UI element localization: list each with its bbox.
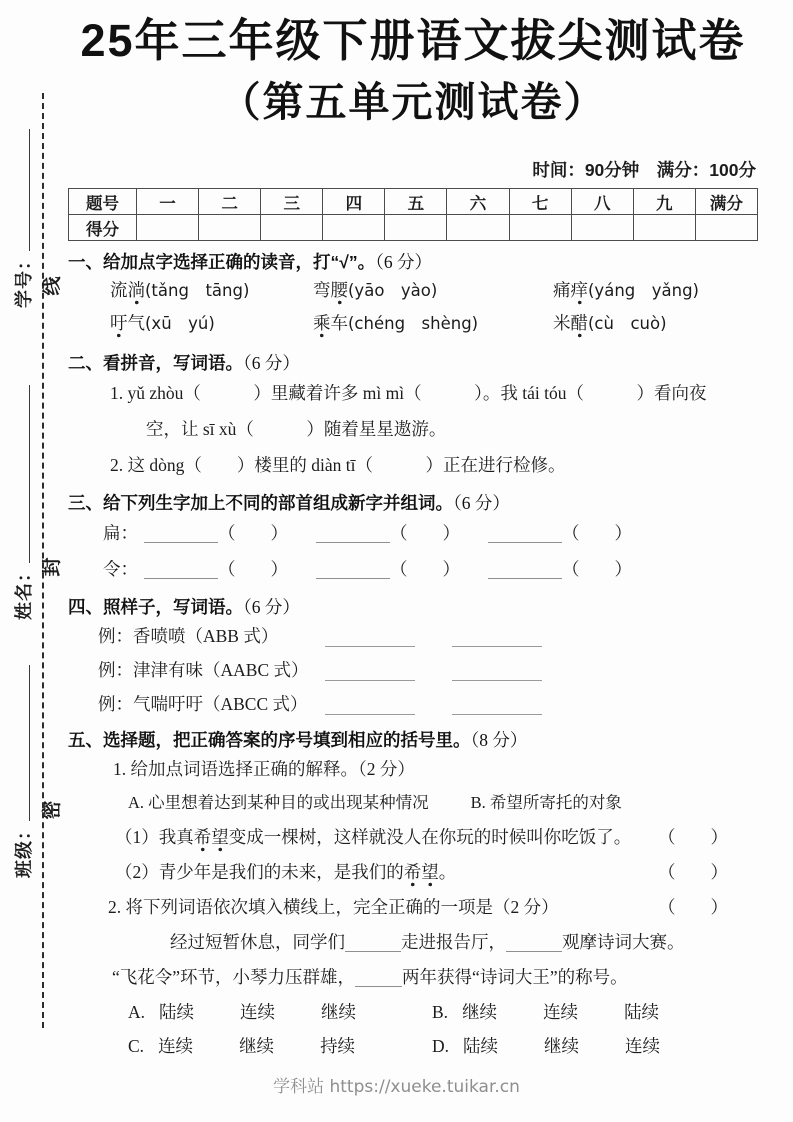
score-table-score-row	[69, 215, 758, 241]
pinyin-options: (tǎng tāng)	[145, 281, 250, 300]
q4-example-label: 例：气喘吁吁（ABCC 式）	[98, 694, 308, 714]
score-table-header-cell: 八	[571, 189, 633, 215]
q5-sub2-option-row-1	[128, 995, 758, 1029]
student-id-field	[10, 108, 36, 308]
student-id-blank	[16, 129, 30, 251]
answer-blank	[325, 646, 415, 647]
pinyin-options: (yāo yào)	[348, 281, 438, 300]
q3-answer-unit	[316, 523, 460, 543]
score-table-header-cell: 三	[261, 189, 323, 215]
score-cell-empty	[571, 215, 633, 241]
q5-sub1-item-1: （1）我真希望变成一棵树，这样就没人在你玩的时候叫你吃饭了。 （ ）	[115, 820, 758, 855]
question-2-score: （6 分）	[243, 353, 300, 373]
student-class-field	[10, 645, 36, 878]
q1-word-item: 痛痒(yáng yǎng)	[553, 274, 758, 307]
answer-blank	[144, 559, 218, 579]
q1-word-item: 流淌(tǎng tāng)	[110, 274, 313, 307]
score-row-label: 得分	[69, 215, 137, 241]
q3-answer-unit	[144, 523, 288, 543]
score-cell-empty	[509, 215, 571, 241]
answer-blank	[452, 646, 542, 647]
q3-item-row-2	[103, 551, 758, 587]
q3-answer-unit	[144, 559, 288, 579]
q3-answer-unit	[488, 559, 632, 579]
question-5-heading: 五、选择题，把正确答案的序号填到相应的括号里。（8 分）	[68, 730, 528, 750]
exam-content	[68, 0, 758, 1063]
dotted-word: 希望	[404, 862, 439, 887]
answer-bracket: （ ）	[218, 523, 288, 543]
answer-blank	[325, 680, 415, 681]
score-table-header-cell: 四	[323, 189, 385, 215]
answer-bracket: （ ）	[562, 523, 632, 543]
question-4-heading: 四、照样子，写词语。（6 分）	[68, 597, 300, 617]
q5-sub2-passage-2: “飞花令”环节，小琴力压群雄， 两年获得“诗词大王”的称号。	[112, 967, 628, 987]
answer-blank	[355, 967, 402, 987]
score-table-header-cell: 五	[385, 189, 447, 215]
score-cell-empty	[137, 215, 199, 241]
answer-blank	[345, 932, 401, 952]
dotted-char: 醋	[571, 313, 589, 338]
question-1-score: （6 分）	[375, 252, 432, 272]
q3-answer-unit	[488, 523, 632, 543]
dotted-char: 乘	[313, 313, 331, 338]
option-a: A. 陆续 连续 继续	[128, 1002, 357, 1022]
q4-example-row	[68, 653, 758, 687]
seal-char-xian: 线	[42, 276, 63, 296]
student-class-blank	[16, 665, 30, 821]
dotted-word: 希望	[194, 827, 229, 852]
pinyin-options: (chéng shèng)	[348, 314, 479, 333]
score-table-header-cell: 满分	[695, 189, 757, 215]
exam-title: 25年三年级下册语文拔尖测试卷	[80, 15, 746, 66]
score-table-header-cell: 六	[447, 189, 509, 215]
q5-sub2-heading: 2. 将下列词语依次填入横线上，完全正确的一项是（2 分） （ ）	[108, 890, 758, 924]
q5-sub1-choice-b: B. 希望所寄托的对象	[470, 793, 622, 812]
score-cell-empty	[261, 215, 323, 241]
score-cell-empty	[695, 215, 757, 241]
q4-example-row	[68, 687, 758, 721]
score-cell-empty	[633, 215, 695, 241]
answer-blank	[506, 932, 562, 952]
q5-sub2-option-row-2	[128, 1029, 758, 1063]
q2-line-3: 2. 这 dòng（ ）楼里的 diàn tī（ ）正在进行检修。	[110, 455, 566, 475]
answer-blank	[325, 714, 415, 715]
q4-example-label: 例：津津有味（AABC 式）	[98, 660, 309, 680]
score-table-header-cell: 一	[137, 189, 199, 215]
score-cell-empty	[385, 215, 447, 241]
student-name-label: 姓名：	[14, 563, 34, 620]
q3-answer-unit	[316, 559, 460, 579]
q5-sub2-passage-1: 经过短暂休息，同学们 走进报告厅， 观摩诗词大赛。	[170, 932, 685, 952]
score-table-header-row	[69, 189, 758, 215]
site-watermark: 学科站 https://xueke.tuikar.cn	[273, 1077, 520, 1097]
answer-bracket: （ ）	[562, 559, 632, 579]
question-4-score: （6 分）	[243, 597, 300, 617]
q5-sub1-choices	[128, 786, 758, 820]
pinyin-options: (cù cuò)	[588, 314, 667, 333]
q3-item-row-1	[103, 515, 758, 551]
dotted-char: 吁	[110, 313, 128, 338]
seal-char-mi: 密	[42, 800, 63, 820]
score-cell-empty	[199, 215, 261, 241]
question-2-heading: 二、看拼音，写词语。（6 分）	[68, 353, 300, 373]
score-table-header-cell: 二	[199, 189, 261, 215]
student-name-field	[10, 358, 36, 620]
q1-word-item: 吁气(xū yú)	[110, 307, 313, 340]
answer-bracket: （ ）	[390, 559, 460, 579]
answer-blank	[452, 680, 542, 681]
student-class-label: 班级：	[14, 821, 34, 878]
q5-sub1-item-2: （2）青少年是我们的未来，是我们的希望。 （ ）	[115, 855, 758, 890]
exam-subtitle: （第五单元测试卷）	[219, 79, 607, 125]
option-b: B. 继续 连续 陆续	[432, 1002, 660, 1022]
question-3-score: （6 分）	[453, 493, 510, 513]
dotted-char: 淌	[128, 280, 146, 305]
pinyin-options: (yáng yǎng)	[588, 281, 699, 300]
q3-base-char: 令：	[103, 559, 138, 579]
seal-char-feng: 封	[42, 557, 63, 577]
q4-example-row	[68, 619, 758, 653]
answer-blank	[488, 559, 562, 579]
answer-blank	[316, 559, 390, 579]
answer-blank	[452, 714, 542, 715]
answer-blank	[488, 523, 562, 543]
dotted-char: 腰	[331, 280, 349, 305]
answer-bracket: （ ）	[658, 897, 728, 917]
q5-sub1-choice-a: A. 心里想着达到某种目的或出现某种情况	[128, 793, 429, 812]
option-c: C. 连续 继续 持续	[128, 1036, 356, 1056]
answer-blank	[144, 523, 218, 543]
score-cell-empty	[323, 215, 385, 241]
score-cell-empty	[447, 215, 509, 241]
q1-word-item: 米醋(cù cuò)	[553, 307, 758, 340]
q2-line-1: 1. yǔ zhòu（ ）里藏着许多 mì mì（ ）。我 tái tóu（ ）看向夜	[110, 383, 707, 403]
score-table-header-cell: 七	[509, 189, 571, 215]
q3-base-char: 扁：	[103, 523, 138, 543]
option-d: D. 陆续 继续 连续	[432, 1036, 661, 1056]
score-table	[68, 188, 758, 241]
q1-word-item: 弯腰(yāo yào)	[313, 274, 553, 307]
q1-word-row-2	[110, 307, 758, 340]
answer-bracket: （ ）	[390, 523, 460, 543]
pinyin-options: (xū yú)	[145, 314, 215, 333]
score-table-header-cell: 题号	[69, 189, 137, 215]
q1-word-item: 乘车(chéng shèng)	[313, 307, 553, 340]
dotted-char: 痒	[571, 280, 589, 305]
question-3-heading: 三、给下列生字加上不同的部首组成新字并组词。（6 分）	[68, 493, 510, 513]
answer-bracket: （ ）	[658, 862, 728, 882]
student-id-label: 学号：	[14, 251, 34, 308]
question-5-score: （8 分）	[470, 730, 528, 750]
answer-bracket: （ ）	[218, 559, 288, 579]
student-name-blank	[16, 385, 30, 563]
answer-blank	[316, 523, 390, 543]
answer-bracket: （ ）	[658, 827, 728, 847]
q2-line-2: 空，让 sī xù（ ）随着星星遨游。	[146, 419, 447, 439]
q5-sub1-heading: 1. 给加点词语选择正确的解释。（2 分）	[113, 759, 415, 779]
question-1-heading: 一、给加点字选择正确的读音，打“√”。（6 分）	[68, 252, 432, 272]
q4-example-label: 例：香喷喷（ABB 式）	[98, 626, 279, 646]
score-table-header-cell: 九	[633, 189, 695, 215]
q1-word-row-1	[110, 274, 758, 307]
time-score-info: 时间：90分钟 满分：100分	[532, 160, 756, 180]
